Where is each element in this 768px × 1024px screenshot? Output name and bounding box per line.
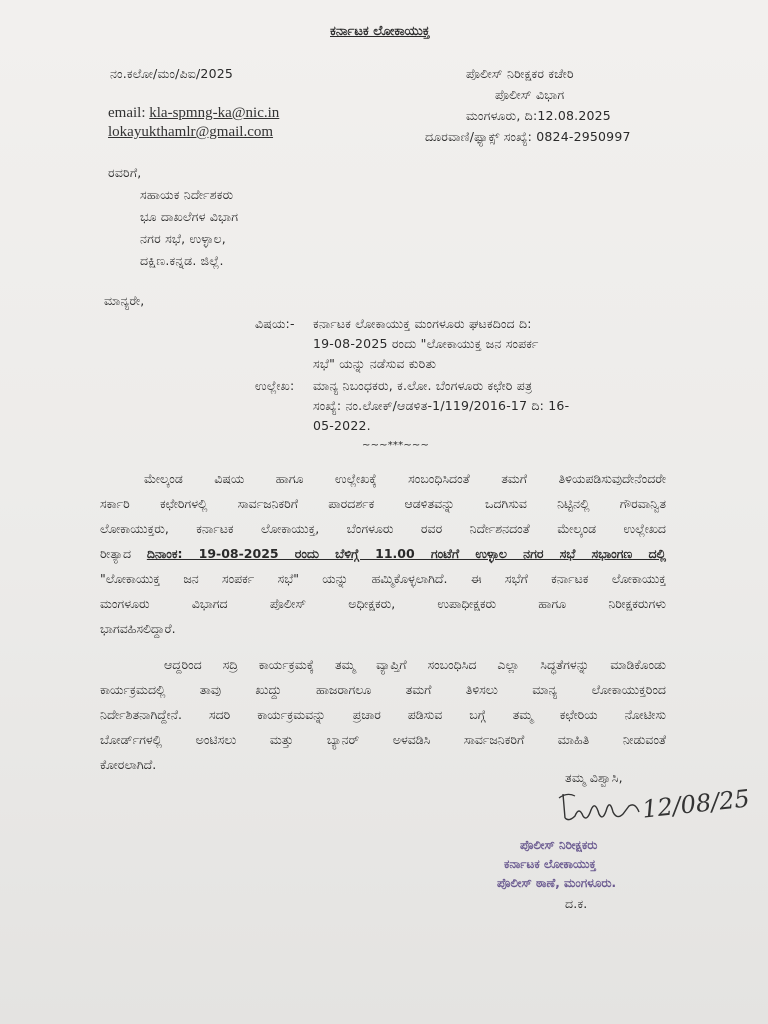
paragraph-2-line: ಕೋರಲಾಗಿದೆ. xyxy=(100,757,157,772)
stamp-line-1: ಪೊಲೀಸ್ ನಿರೀಕ್ಷಕರು xyxy=(520,838,598,852)
salutation: ಮಾನ್ಯರೇ, xyxy=(104,293,145,308)
body-paragraph-2 xyxy=(100,652,666,777)
paragraph-1-line: ಸರ್ಕಾರಿ ಕಛೇರಿಗಳಲ್ಲಿ ಸಾರ್ವಜನಿಕರಿಗೆ ಪಾರದರ್ಶಕ ಆಡಳಿತವನ್ನು ಒದಗಿಸುವ ನಿಟ್ಟಿನಲ್ಲಿ ಗೌರವಾನ್ವಿತ xyxy=(100,496,666,511)
reference-line-1: ಮಾನ್ಯ ನಿಬಂಧಕರು, ಕ.ಲೋ. ಬೆಂಗಳೂರು ಕಛೇರಿ ಪತ್ರ xyxy=(313,378,533,393)
paragraph-2-line: ಆದ್ದರಿಂದ ಸದ್ರಿ ಕಾರ್ಯಕ್ರಮಕ್ಕೆ ತಮ್ಮ ವ್ಯಾಪ್ತಿಗೆ ಸಂಬಂಧಿಸಿದ ಎಲ್ಲಾ ಸಿದ್ಧತೆಗಳನ್ನು ಮಾಡಿಕೊಂಡು xyxy=(164,657,666,672)
email-link-1[interactable]: kla-spmng-ka@nic.in xyxy=(149,105,280,121)
recipient-line-2: ಭೂ ದಾಖಲೆಗಳ ವಿಭಾಗ xyxy=(140,209,239,224)
reference-number: ನಂ.ಕಲೋ/ಮಂ/ಪಿಐ/2025 xyxy=(110,66,234,81)
recipient-line-3: ನಗರ ಸಭೆ, ಉಳ್ಳಾಲ, xyxy=(140,231,226,246)
recipient-line-4: ದಕ್ಷಿಣ.ಕನ್ನಡ. ಜಿಲ್ಲೆ. xyxy=(140,253,224,268)
paragraph-1-line: ಲೋಕಾಯುಕ್ತರು, ಕರ್ನಾಟಕ ಲೋಕಾಯುಕ್ತ, ಬೆಂಗಳೂರು ರವರ ನಿರ್ದೇಶನದಂತೆ ಮೇಲ್ಕಂಡ ಉಲ್ಲೇಖದ xyxy=(100,521,666,536)
handwritten-date: 12/08/25 xyxy=(640,784,751,824)
subject-line-3: ಸಭೆ" ಯನ್ನು ನಡೆಸುವ ಕುರಿತು xyxy=(313,356,437,371)
stamp-line-2: ಕರ್ನಾಟಕ ಲೋಕಾಯುಕ್ತ xyxy=(504,857,597,871)
paragraph-2-line: ಕಾರ್ಯಕ್ರಮದಲ್ಲಿ ತಾವು ಖುದ್ದು ಹಾಜರಾಗಲೂ ತಮಗೆ ತಿಳಿಸಲು ಮಾನ್ಯ ಲೋಕಾಯುಕ್ತರಿಂದ xyxy=(100,682,666,697)
meeting-date-highlight: ದಿನಾಂಕ: 19-08-2025 ರಂದು ಬೆಳಿಗ್ಗೆ 11.00 ಗಂಟೆಗೆ ಉಳ್ಳಾಲ ನಗರ ಸಭೆ ಸಭಾಂಗಣ ದಲ್ಲಿ xyxy=(146,546,666,561)
reference-line-2: ಸಂಖ್ಯೆ: ನಂ.ಲೋಕ್/ಆಡಳಿತ-1/119/2016-17 ದಿ: 16- xyxy=(313,398,570,413)
email-label: email: xyxy=(108,105,146,121)
paragraph-1-line: ಮೇಲ್ಕಂಡ ವಿಷಯ ಹಾಗೂ ಉಲ್ಲೇಖಕ್ಕೆ ಸಂಬಂಧಿಸಿದಂತೆ ತಮಗೆ ತಿಳಿಯಪಡಿಸುವುದೇನೆಂದರೇ xyxy=(144,471,666,486)
paragraph-1-text: ರೀತ್ಯಾದ xyxy=(100,546,147,561)
paragraph-1-line xyxy=(100,541,666,566)
letter-title: ಕರ್ನಾಟಕ ಲೋಕಾಯುಕ್ತ xyxy=(330,24,430,39)
recipient-to: ರವರಿಗೆ, xyxy=(108,165,142,180)
reference-label: ಉಲ್ಲೇಖ: xyxy=(255,378,295,393)
email-line-1 xyxy=(108,105,279,122)
body-paragraph-1 xyxy=(100,466,666,641)
divider: ~~~***~~~ xyxy=(362,440,430,451)
subject-line-2: 19-08-2025 ರಂದು "ಲೋಕಾಯುಕ್ತ ಜನ ಸಂಪರ್ಕ xyxy=(313,336,539,351)
subject-line-1: ಕರ್ನಾಟಕ ಲೋಕಾಯುಕ್ತ ಮಂಗಳೂರು ಘಟಕದಿಂದ ದಿ: xyxy=(313,316,532,331)
stamp-line-4: ದ.ಕ. xyxy=(565,896,588,911)
office-division: ಪೊಲೀಸ್ ವಿಭಾಗ xyxy=(495,87,565,102)
recipient-line-1: ಸಹಾಯಕ ನಿರ್ದೇಶಕರು xyxy=(140,187,234,202)
paragraph-1-line: ಭಾಗವಹಿಸಲಿದ್ದಾರೆ. xyxy=(100,621,176,636)
paragraph-1-line: ಮಂಗಳೂರು ವಿಭಾಗದ ಪೊಲೀಸ್ ಅಧೀಕ್ಷಕರು, ಉಪಾಧೀಕ್ಷಕರು ಹಾಗೂ ನಿರೀಕ್ಷಕರುಗಳು xyxy=(100,596,666,611)
office-place-date: ಮಂಗಳೂರು, ದಿ:12.08.2025 xyxy=(466,108,611,123)
paragraph-2-line: ನಿರ್ದೇಶಿತನಾಗಿದ್ದೇನೆ. ಸದರಿ ಕಾರ್ಯಕ್ರಮವನ್ನು ಪ್ರಚಾರ ಪಡಿಸುವ ಬಗ್ಗೆ ತಮ್ಮ ಕಛೇರಿಯ ನೋಟೀಸು xyxy=(100,707,666,722)
email-link-2[interactable]: lokayukthamlr@gmail.com xyxy=(108,124,274,140)
stamp-line-3: ಪೊಲೀಸ್ ಠಾಣೆ, ಮಂಗಳೂರು. xyxy=(497,876,617,890)
office-phone: ದೂರವಾಣಿ/ಫ್ಯಾಕ್ಸ್ ಸಂಖ್ಯೆ: 0824-2950997 xyxy=(425,129,631,144)
paragraph-1-line: "ಲೋಕಾಯುಕ್ತ ಜನ ಸಂಪರ್ಕ ಸಭೆ" ಯನ್ನು ಹಮ್ಮಿಕೊಳ್ಳಲಾಗಿದೆ. ಈ ಸಭೆಗೆ ಕರ್ನಾಟಕ ಲೋಕಾಯುಕ್ತ xyxy=(100,571,666,586)
signature-mark xyxy=(555,788,655,828)
yours-faithfully: ತಮ್ಮ ವಿಶ್ವಾಸಿ, xyxy=(565,770,623,785)
office-name: ಪೊಲೀಸ್ ನಿರೀಕ್ಷಕರ ಕಚೇರಿ xyxy=(466,66,574,81)
paragraph-2-line: ಬೋರ್ಡ್‌ಗಳಲ್ಲಿ ಅಂಟಿಸಲು ಮತ್ತು ಬ್ಯಾನರ್ ಅಳವಡಿಸಿ ಸಾರ್ವಜನಿಕರಿಗೆ ಮಾಹಿತಿ ನೀಡುವಂತೆ xyxy=(100,732,666,747)
reference-line-3: 05-2022. xyxy=(313,418,371,433)
subject-label: ವಿಷಯ:- xyxy=(255,316,295,331)
